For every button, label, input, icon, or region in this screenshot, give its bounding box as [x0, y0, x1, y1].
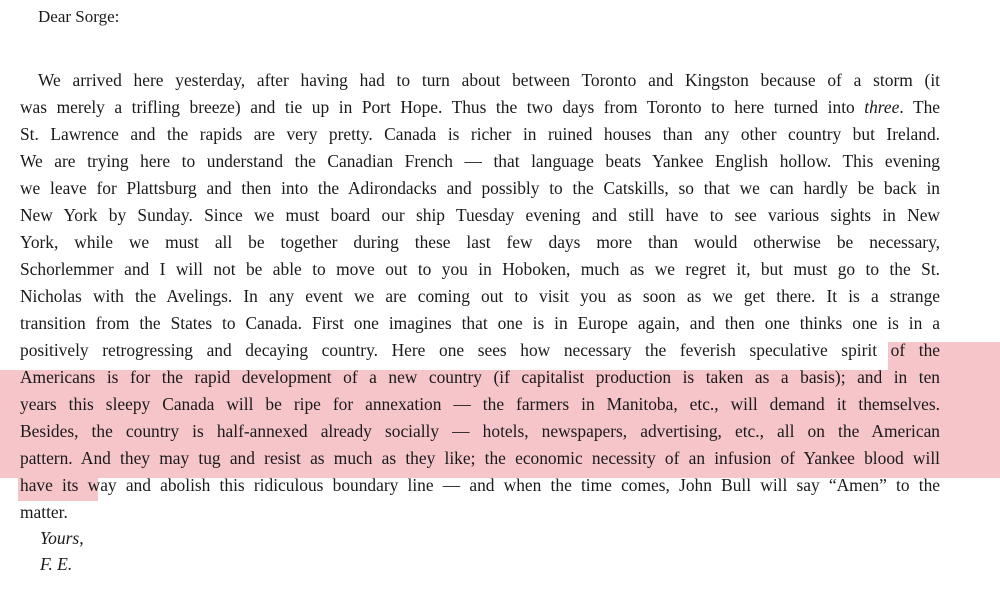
letter-line: We are trying here to understand the Canadian French — that language beats Yankee English hollow. This evening — [20, 151, 940, 171]
highlighted-text: in ten — [893, 367, 940, 387]
letter-line: matter. — [20, 502, 68, 522]
letter-line: positively retrogressing and decaying country. Here one sees how necessary the feverish speculative spirit of the — [20, 340, 940, 360]
letter-line-tail: . The — [899, 97, 940, 117]
letter-line — [20, 94, 940, 121]
letter-line — [20, 364, 940, 391]
letter-line-text: was merely a trifling breeze) and tie up in Port Hope. Thus the two days from Toronto to here turned into — [20, 97, 865, 117]
closing-text: Yours, — [40, 528, 84, 548]
letter-line: years this sleepy Canada will be ripe for annexation — the farmers in Manitoba, etc., will demand it themselves. — [20, 394, 940, 414]
emphasis-text: three — [864, 97, 900, 117]
letter-body — [20, 67, 940, 526]
letter-line: have its way and abolish this ridiculous boundary line — and when the time comes, John Bull will say “Amen” to the — [20, 475, 940, 495]
letter-line: St. Lawrence and the rapids are very pretty. Canada is richer in ruined houses than any other country but Ireland. — [20, 124, 940, 144]
salutation: Dear Sorge: — [38, 7, 120, 26]
letter-line: York, while we must all be together during these last few days more than would otherwise be necessary, — [20, 232, 940, 252]
letter-line: Nicholas with the Avelings. In any event we are coming out to visit you as soon as we get there. It is a strange — [20, 286, 940, 306]
signature: F. E. — [40, 554, 73, 574]
letter-line: pattern. And they may tug and resist as much as they like; the economic necessity of an infusion of Yankee blood will — [20, 448, 940, 468]
letter-line: Besides, the country is half-annexed already socially — hotels, newspapers, advertising, etc., all on the American — [20, 421, 940, 441]
letter-line: we leave for Plattsburg and then into the Adirondacks and possibly to the Catskills, so that we can hardly be back in — [20, 178, 940, 198]
letter-line: transition from the States to Canada. First one imagines that one is in Europe again, and then one thinks one is in a — [20, 313, 940, 333]
letter-line: We arrived here yesterday, after having had to turn about between Toronto and Kingston because of a storm (it — [38, 70, 940, 90]
letter-line-text: Americans is for the rapid development of a new country (if capitalist production is taken as a basis); and — [20, 367, 894, 387]
closing-block — [40, 525, 84, 577]
letter-line: New York by Sunday. Since we must board our ship Tuesday evening and still have to see various sights in New — [20, 205, 940, 225]
letter-line: Schorlemmer and I will not be able to move out to you in Hoboken, much as we regret it, but must go to the St. — [20, 259, 940, 279]
